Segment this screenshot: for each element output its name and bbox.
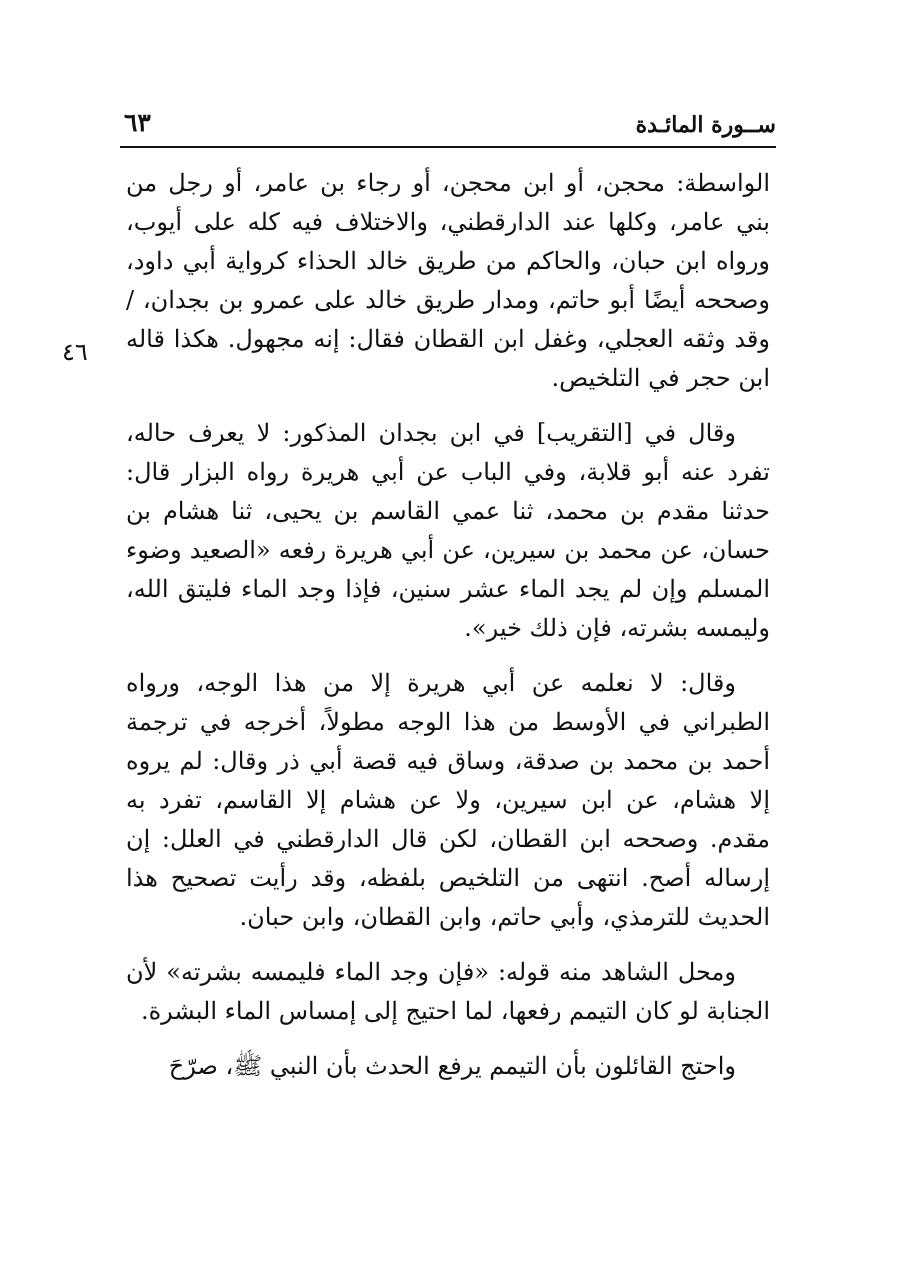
surah-title: ســورة المائـدة <box>635 112 776 138</box>
paragraph-2: وقال في [التقريب] في ابن بجدان المذكور: لا يعرف حاله، تفرد عنه أبو قلابة، وفي الباب عن أبي هريرة رواه البزار قال: حدثنا مقدم بن محمد، ثنا عمي القاسم بن يحيى، ثنا هشام بن حسان، عن محمد بن سيرين، عن أبي هريرة رفعه «الصعيد وضوء المسلم وإن لم يجد الماء عشر سنين، فإذا وجد الماء فليتق الله، وليمسه بشرته، فإن ذلك خير». <box>126 419 770 642</box>
page-number: ٦٣ <box>124 108 151 137</box>
page-body <box>126 164 770 1102</box>
paragraph-4: ومحل الشاهد منه قوله: «فإن وجد الماء فليمسه بشرته» لأن الجنابة لو كان التيمم رفعها، لما احتيج إلى إمساس الماء البشرة. <box>126 958 770 1025</box>
paragraph-3: وقال: لا نعلمه عن أبي هريرة إلا من هذا الوجه، ورواه الطبراني في الأوسط من هذا الوجه مطولاً، أخرجه في ترجمة أحمد بن محمد بن صدقة، وساق فيه قصة أبي ذر وقال: لم يروه إلا هشام، عن ابن سيرين، ولا عن هشام إلا القاسم، تفرد به مقدم. وصححه ابن القطان، لكن قال الدارقطني في العلل: إن إرساله أصح. انتهى من التلخيص بلفظه، وقد رأيت تصحيح هذا الحديث للترمذي، وأبي حاتم، وابن القطان، وابن حبان. <box>126 669 770 931</box>
margin-page-reference: ٤٦ <box>62 338 88 366</box>
paragraph-5: واحتج القائلون بأن التيمم يرفع الحدث بأن النبي ﷺ، صرّحَ <box>168 1052 736 1080</box>
page-header <box>120 100 776 144</box>
header-divider <box>120 146 776 148</box>
paragraph-1: الواسطة: محجن، أو ابن محجن، أو رجاء بن عامر، أو رجل من بني عامر، وكلها عند الدارقطني، والاختلاف فيه كله على أيوب، ورواه ابن حبان، والحاكم من طريق خالد الحذاء كرواية أبي داود، وصححه أيضًا أبو حاتم، ومدار طريق خالد على عمرو بن بجدان، / وقد وثقه العجلي، وغفل ابن القطان فقال: إنه مجهول. هكذا قاله ابن حجر في التلخيص. <box>126 169 770 392</box>
